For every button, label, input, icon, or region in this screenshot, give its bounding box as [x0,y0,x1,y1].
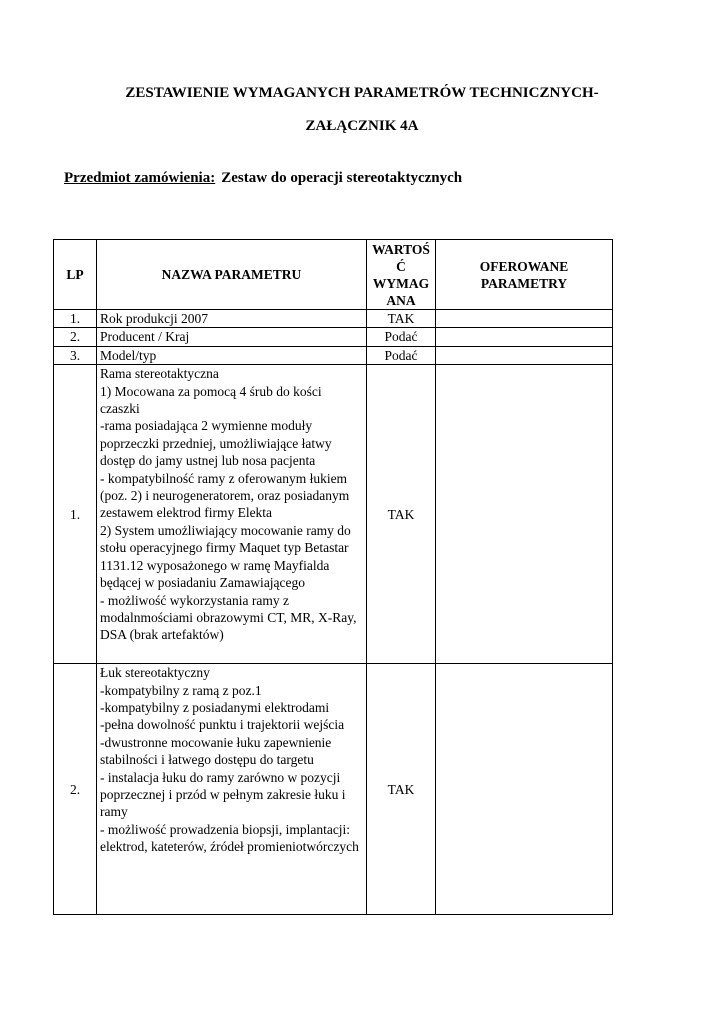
row-lp: 2. [54,328,97,346]
subject-label: Przedmiot zamówienia: [64,170,216,186]
row-parameter-name: Model/typ [97,346,367,364]
header-offered-line1: OFEROWANE [479,258,569,274]
row-parameter-name: Producent / Kraj [97,328,367,346]
table-row [54,328,613,346]
document-title-line2: ZAŁĄCZNIK 4A [305,118,419,134]
table-row [54,664,613,915]
row-offered-cell[interactable] [436,664,613,915]
header-required-line3: WYMAG [372,275,430,291]
row-required-value: TAK [367,365,436,664]
header-required-line4: ANA [386,292,416,308]
row-parameter-name: Rama stereotaktyczna 1) Mocowana za pomocą 4 śrub do kości czaszki -rama posiadająca 2 wymienne moduły poprzeczki przedniej, umożliwiające łatwy dostęp do jamy ustnej lub nosa pacjenta - kompatybilność ramy z oferowanym łukiem (poz. 2) i neurogeneratorem, oraz posiadanym zestawem elektrod firmy Elekta 2) System umożliwiający mocowanie ramy do stołu operacyjnego firmy Maquet typ Betastar 1131.12 wyposażonego w ramę Mayfialda będącej w posiadaniu Zamawiającego - możliwość wykorzystania ramy z modalnmościami obrazowymi CT, MR, X-Ray, DSA (brak artefaktów) [97,365,367,664]
row-required-value: Podać [367,346,436,364]
header-lp: LP [54,240,97,310]
row-parameter-name: Łuk stereotaktyczny -kompatybilny z ramą z poz.1 -kompatybilny z posiadanymi elektrodami -pełna dowolność punktu i trajektorii wejścia -dwustronne mocowanie łuku zapewnienie stabilności i łatwego dostępu do targetu - instalacja łuku do ramy zarówno w pozycji poprzecznej i przód w pełnym zakresie łuku i ramy - możliwość prowadzenia biopsji, implantacji: elektrod, kateterów, źródeł promieniotwórczych [97,664,367,915]
row-offered-cell[interactable] [436,310,613,328]
subject-value: Zestaw do operacji stereotaktycznych [221,170,463,186]
row-offered-cell[interactable] [436,328,613,346]
document-title-line1: ZESTAWIENIE WYMAGANYCH PARAMETRÓW TECHNICZNYCH- [125,85,599,101]
parameters-table [53,239,613,915]
header-required-value [367,240,436,310]
row-lp: 1. [54,365,97,664]
subject-line [64,169,462,187]
row-lp: 1. [54,310,97,328]
header-required-line2: Ć [396,258,406,274]
table-row [54,346,613,364]
row-offered-cell[interactable] [436,346,613,364]
header-offered-line2: PARAMETRY [480,275,568,291]
row-required-value: Podać [367,328,436,346]
table-header-row [54,240,613,310]
row-lp: 2. [54,664,97,915]
header-name: NAZWA PARAMETRU [97,240,367,310]
row-required-value: TAK [367,664,436,915]
row-offered-cell[interactable] [436,365,613,664]
header-offered-parameters [436,240,613,310]
header-required-line1: WARTOŚ [372,241,430,257]
row-parameter-name: Rok produkcji 2007 [97,310,367,328]
row-required-value: TAK [367,310,436,328]
table-row [54,365,613,664]
table-row [54,310,613,328]
row-lp: 3. [54,346,97,364]
